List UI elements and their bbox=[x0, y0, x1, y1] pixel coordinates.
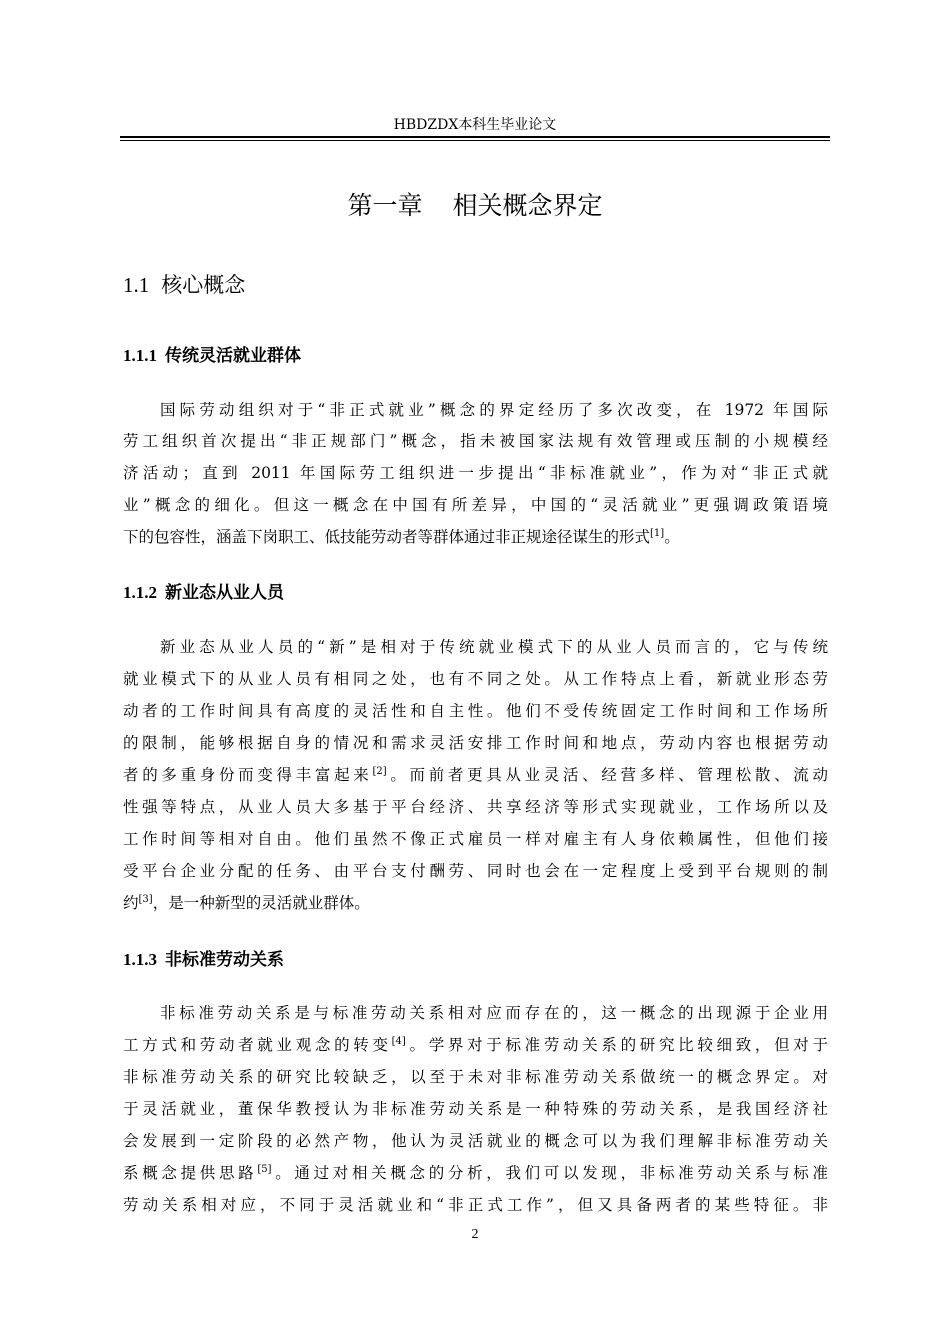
subsection-number: 1.1.3 bbox=[123, 950, 157, 969]
citation-ref: [1] bbox=[650, 527, 665, 539]
paragraph-line: 济活动；直到 2011 年国际劳工组织进一步提出“非标准就业”，作为对“非正式就 bbox=[123, 464, 828, 482]
citation-ref: [5] bbox=[257, 1163, 272, 1175]
citation-ref: [4] bbox=[391, 1035, 406, 1047]
line-trail: 。通过对相关概念的分析，我们可以发现，非标准劳动关系与标准 bbox=[271, 1164, 828, 1182]
paragraph-line: 会发展到一定阶段的必然产物，他认为灵活就业的概念可以为我们理解非标准劳动关 bbox=[123, 1132, 828, 1150]
paragraph-line: 于灵活就业，董保华教授认为非标准劳动关系是一种特殊的劳动关系，是我国经济社 bbox=[123, 1100, 828, 1118]
subsection-number: 1.1.2 bbox=[123, 583, 157, 602]
section-heading bbox=[123, 270, 245, 300]
paragraph-line: 的限制，能够根据自身的情况和需求灵活安排工作时间和地点，劳动内容也根据劳动 bbox=[123, 734, 828, 752]
paragraph-line: 非标准劳动关系的研究比较缺乏，以至于未对非标准劳动关系做统一的概念界定。对 bbox=[123, 1068, 828, 1086]
line-text: 者的多重身份而变得丰富起来 bbox=[123, 766, 373, 784]
paragraph-line bbox=[123, 1163, 828, 1183]
line-trail: 。而前者更具从业灵活、经营多样、管理松散、流动 bbox=[386, 766, 828, 784]
subsection-title: 新业态从业人员 bbox=[165, 583, 284, 603]
paragraph-line: 动者的工作时间具有高度的灵活性和自主性。他们不受传统固定工作时间和工作场所 bbox=[123, 702, 828, 720]
running-header: HBDZDX本科生毕业论文 bbox=[393, 117, 557, 133]
citation-ref: [3] bbox=[138, 893, 153, 905]
paragraph-line: 性强等特点，从业人员大多基于平台经济、共享经济等形式实现就业，工作场所以及 bbox=[123, 798, 828, 816]
chapter-title bbox=[120, 188, 830, 224]
paragraph-line: 新业态从业人员的“新”是相对于传统就业模式下的从业人员而言的，它与传统 bbox=[160, 638, 828, 656]
section-title: 核心概念 bbox=[161, 273, 246, 297]
paragraph-line bbox=[123, 893, 828, 913]
line-trail: 。学界对于标准劳动关系的研究比较细致，但对于 bbox=[405, 1036, 828, 1054]
paragraph-line: 非标准劳动关系是与标准劳动关系相对应而存在的，这一概念的出现源于企业用 bbox=[160, 1004, 828, 1022]
paragraph-line: 业”概念的细化。但这一概念在中国有所差异，中国的“灵活就业”更强调政策语境 bbox=[123, 496, 828, 514]
citation-ref: [2] bbox=[372, 765, 387, 777]
subsection-title: 传统灵活就业群体 bbox=[165, 346, 301, 366]
subsection-heading bbox=[123, 580, 284, 606]
line-trail: 。 bbox=[664, 528, 680, 546]
paragraph-line bbox=[123, 1035, 828, 1055]
page-number: 2 bbox=[471, 1227, 479, 1242]
paragraph-line: 劳工组织首次提出“非正规部门”概念，指未被国家法规有效管理或压制的小规模经 bbox=[123, 432, 828, 450]
paragraph-line: 劳动关系相对应，不同于灵活就业和“非正式工作”，但又具备两者的某些特征。非 bbox=[123, 1196, 828, 1214]
subsection-title: 非标准劳动关系 bbox=[165, 950, 284, 970]
chapter-name: 相关概念界定 bbox=[452, 191, 603, 220]
paragraph-line: 受平台企业分配的任务、由平台支付酬劳、同时也会在一定程度上受到平台规则的制 bbox=[123, 862, 828, 880]
header-rule bbox=[120, 136, 830, 138]
paragraph-line: 工作时间等相对自由。他们虽然不像正式雇员一样对雇主有人身依赖属性，但他们接 bbox=[123, 830, 828, 848]
line-text: 工方式和劳动者就业观念的转变 bbox=[123, 1036, 392, 1054]
paragraph-line: 国际劳动组织对于“非正式就业”概念的界定经历了多次改变，在 1972 年国际 bbox=[160, 401, 828, 419]
header-rule-thin bbox=[120, 140, 830, 141]
line-text: 系概念提供思路 bbox=[123, 1164, 258, 1182]
subsection-heading bbox=[123, 343, 301, 369]
line-trail: ，是一种新型的灵活就业群体。 bbox=[152, 894, 370, 912]
line-text: 下的包容性，涵盖下岗职工、低技能劳动者等群体通过非正规途径谋生的形式 bbox=[123, 528, 651, 546]
subsection-number: 1.1.1 bbox=[123, 346, 157, 365]
paragraph-line: 就业模式下的从业人员有相同之处，也有不同之处。从工作特点上看，新就业形态劳 bbox=[123, 670, 828, 688]
chapter-number: 第一章 bbox=[347, 191, 423, 220]
paragraph-line bbox=[123, 765, 828, 785]
section-number: 1.1 bbox=[123, 273, 150, 297]
subsection-heading bbox=[123, 947, 284, 973]
line-text: 约 bbox=[123, 894, 139, 912]
paragraph-line bbox=[123, 527, 828, 547]
